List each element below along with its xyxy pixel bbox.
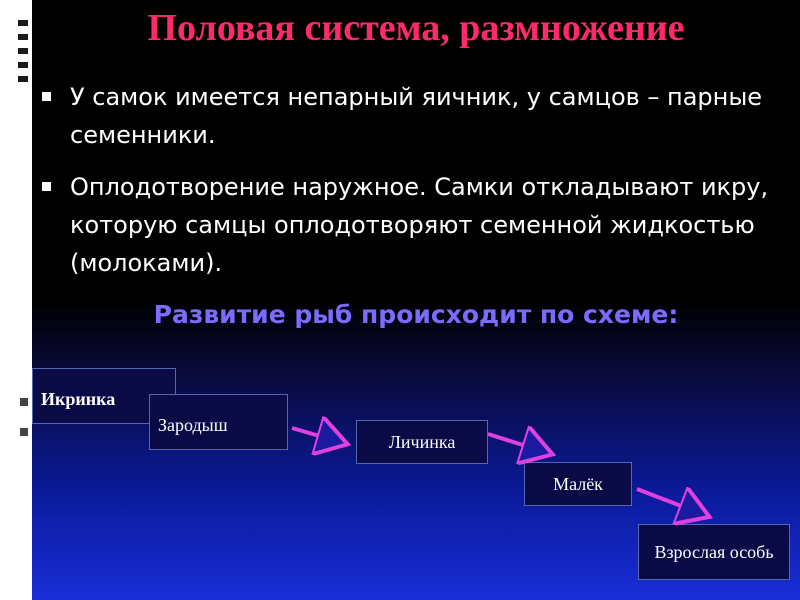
stage-label: Взрослая особь — [654, 542, 774, 562]
scheme-heading: Развитие рыб происходит по схеме: — [153, 300, 679, 329]
arrow-icon — [488, 434, 545, 452]
arrow-icon — [637, 489, 702, 514]
slide-title: Половая система, размножение — [147, 7, 685, 49]
stage-label: Зародыш — [158, 415, 228, 435]
stage-label: Малёк — [553, 474, 603, 494]
bullet-text: У самок имеется непарный яичник, у самцов – парные семенники. — [70, 83, 763, 149]
stage-label: Личинка — [388, 432, 456, 452]
bullet-text: Оплодотворение наружное. Самки откладывают икру, которую самцы оплодотворяют семенной жидкостью (молоками). — [70, 173, 769, 277]
stage-label: Икринка — [41, 389, 116, 409]
arrow-icon — [292, 428, 340, 442]
